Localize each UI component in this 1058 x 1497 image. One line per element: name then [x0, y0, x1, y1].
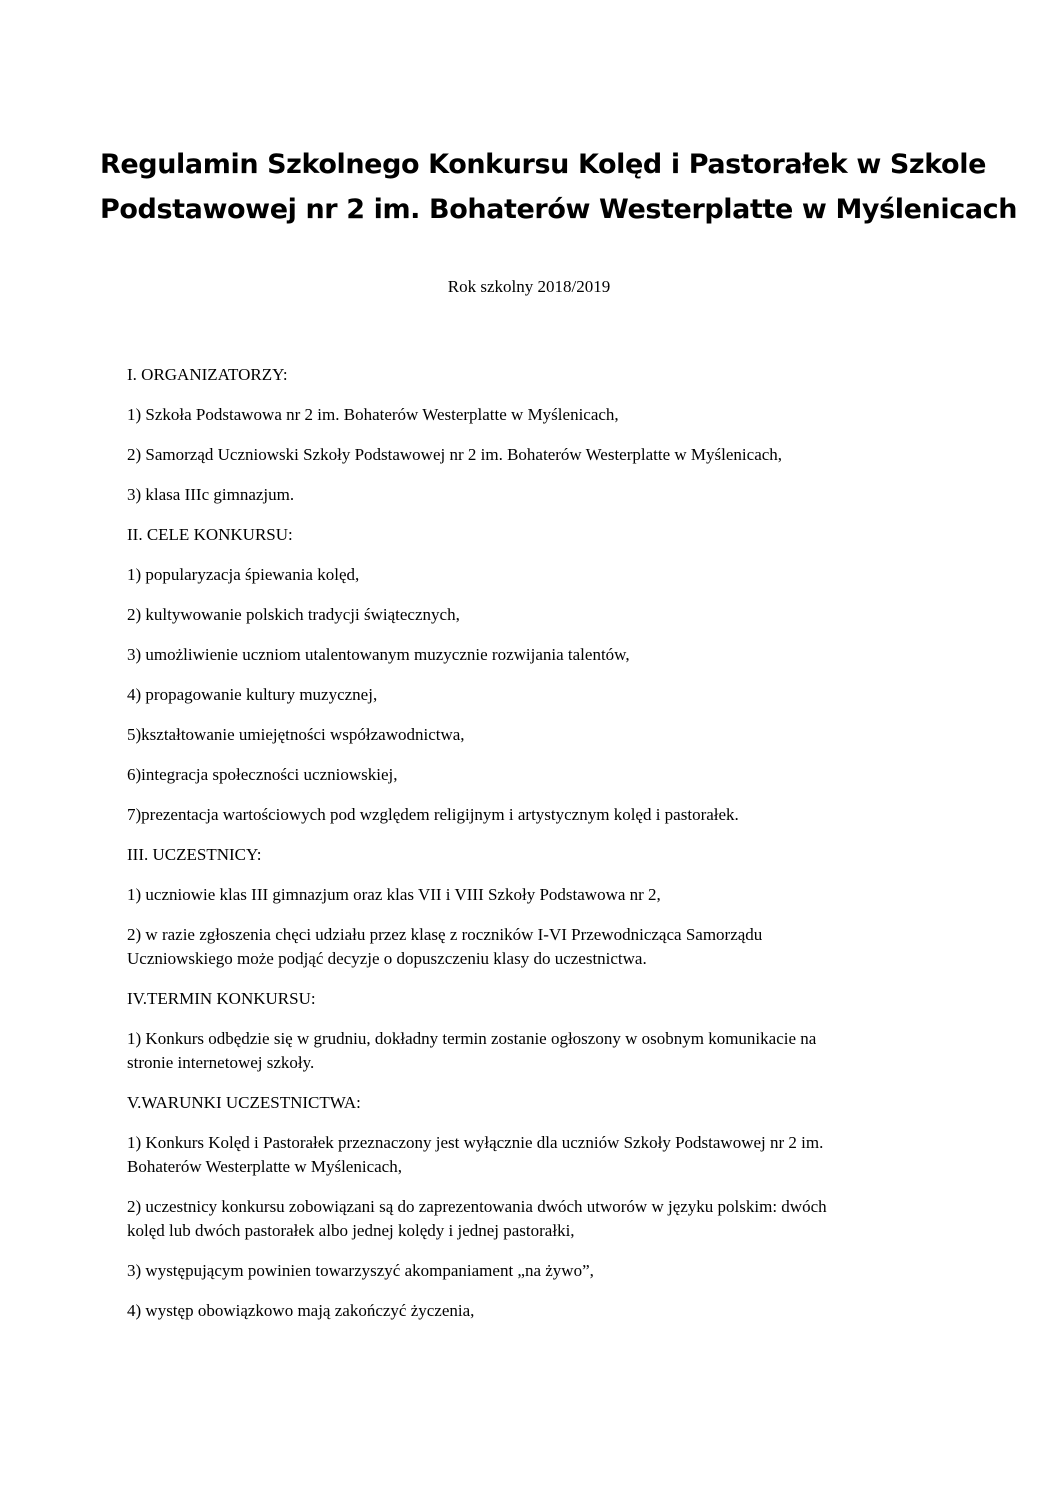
school-year: Rok szkolny 2018/2019: [447, 277, 611, 296]
title-line: Podstawowej nr 2 im. Bohaterów Westerplatte w Myślenicach: [100, 194, 1018, 225]
paragraph-line: 1) uczniowie klas III gimnazjum oraz klas VII i VIII Szkoły Podstawowa nr 2,: [127, 885, 661, 904]
paragraph-line: 3) występującym powinien towarzyszyć akompaniament „na żywo”,: [127, 1261, 594, 1280]
list-item: [127, 443, 947, 467]
paragraph-line: II. CELE KONKURSU:: [127, 525, 293, 544]
paragraph-line: 4) propagowanie kultury muzycznej,: [127, 685, 378, 704]
list-item: [127, 1195, 947, 1243]
document-title: [100, 142, 1018, 232]
paragraph-line: 3) klasa IIIc gimnazjum.: [127, 485, 295, 504]
paragraph-line: 1) Szkoła Podstawowa nr 2 im. Bohaterów Westerplatte w Myślenicach,: [127, 405, 619, 424]
list-item: [127, 763, 947, 787]
section-heading: [127, 523, 947, 547]
paragraph-line: 1) popularyzacja śpiewania kolęd,: [127, 565, 360, 584]
section-heading: [127, 1091, 947, 1115]
section-heading: [127, 987, 947, 1011]
paragraph-line: Bohaterów Westerplatte w Myślenicach,: [127, 1157, 402, 1176]
list-item: [127, 1131, 947, 1179]
document-body: [127, 363, 947, 1339]
paragraph-line: 2) uczestnicy konkursu zobowiązani są do zaprezentowania dwóch utworów w języku polskim: dwóch: [127, 1197, 827, 1216]
paragraph-line: 7)prezentacja wartościowych pod względem religijnym i artystycznym kolęd i pastorałek.: [127, 805, 739, 824]
list-item: [127, 1027, 947, 1075]
paragraph-line: 5)kształtowanie umiejętności współzawodnictwa,: [127, 725, 465, 744]
list-item: [127, 563, 947, 587]
paragraph-line: III. UCZESTNICY:: [127, 845, 262, 864]
paragraph-line: 2) Samorząd Uczniowski Szkoły Podstawowej nr 2 im. Bohaterów Westerplatte w Myślenicach,: [127, 445, 783, 464]
section-heading: [127, 363, 947, 387]
paragraph-line: 3) umożliwienie uczniom utalentowanym muzycznie rozwijania talentów,: [127, 645, 630, 664]
section-heading: [127, 843, 947, 867]
paragraph-line: 6)integracja społeczności uczniowskiej,: [127, 765, 398, 784]
paragraph-line: 2) kultywowanie polskich tradycji świątecznych,: [127, 605, 460, 624]
list-item: [127, 1299, 947, 1323]
list-item: [127, 403, 947, 427]
paragraph-line: V.WARUNKI UCZESTNICTWA:: [127, 1093, 361, 1112]
paragraph-line: 2) w razie zgłoszenia chęci udziału przez klasę z roczników I-VI Przewodnicząca Samorządu: [127, 925, 763, 944]
list-item: [127, 803, 947, 827]
title-line: Regulamin Szkolnego Konkursu Kolęd i Pastorałek w Szkole: [100, 149, 986, 180]
list-item: [127, 1259, 947, 1283]
list-item: [127, 923, 947, 971]
paragraph-line: 1) Konkurs Kolęd i Pastorałek przeznaczony jest wyłącznie dla uczniów Szkoły Podstawowej nr 2 im.: [127, 1133, 824, 1152]
paragraph-line: kolęd lub dwóch pastorałek albo jednej kolędy i jednej pastorałki,: [127, 1221, 575, 1240]
list-item: [127, 883, 947, 907]
paragraph-line: 1) Konkurs odbędzie się w grudniu, dokładny termin zostanie ogłoszony w osobnym komunikacie na: [127, 1029, 817, 1048]
paragraph-line: I. ORGANIZATORZY:: [127, 365, 288, 384]
paragraph-line: stronie internetowej szkoły.: [127, 1053, 315, 1072]
list-item: [127, 603, 947, 627]
list-item: [127, 483, 947, 507]
list-item: [127, 723, 947, 747]
paragraph-line: 4) występ obowiązkowo mają zakończyć życzenia,: [127, 1301, 475, 1320]
paragraph-line: Uczniowskiego może podjąć decyzje o dopuszczeniu klasy do uczestnictwa.: [127, 949, 647, 968]
list-item: [127, 643, 947, 667]
paragraph-line: IV.TERMIN KONKURSU:: [127, 989, 316, 1008]
list-item: [127, 683, 947, 707]
